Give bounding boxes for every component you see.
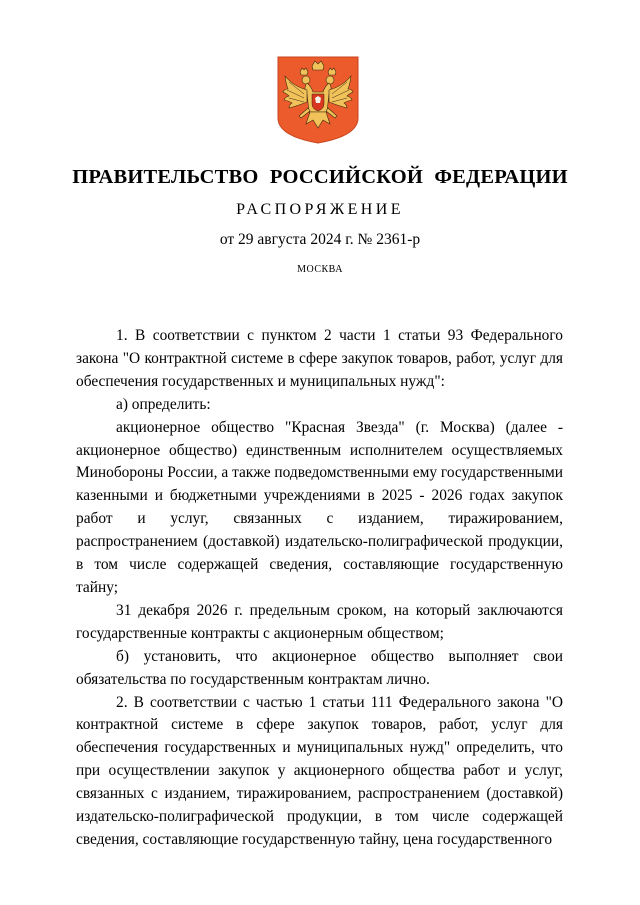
document-type: РАСПОРЯЖЕНИЕ: [236, 201, 404, 218]
document-date-number: от 29 августа 2024 г. № 2361-р: [219, 231, 421, 248]
paragraph: 1. В соответствии с пунктом 2 части 1 статьи 93 Федерального закона "О контрактной системе в сфере закупок товаров, работ, услуг для обеспечения государственных и муниципальных нужд":: [76, 327, 563, 390]
paragraph: 2. В соответствии с частью 1 статьи 111 Федерального закона "О контрактной системе в сфере закупок товаров, работ, услуг для обеспечения государственных и муниципальных нужд" определить, что при осуществлении закупок у акционерного общества работ и услуг, связанных с изданием, тиражированием, распространением (доставкой) издательско-полиграфической продукции, в том числе содержащей сведения, составляющие государственную тайну, цена государственного: [76, 693, 563, 848]
document-title: ПРАВИТЕЛЬСТВО РОССИЙСКОЙ ФЕДЕРАЦИИ: [72, 166, 568, 188]
document-city: МОСКВА: [297, 264, 343, 275]
paragraph: а) определить:: [116, 395, 211, 413]
russian-coat-of-arms-icon: [277, 56, 359, 144]
paragraph: акционерное общество "Красная Звезда" (г. Москва) (далее - акционерное общество) единственным исполнителем осуществляемых Минобороны России, а также подведомственными ему государственными казенными и бюджетными учреждениями в 2025 - 2026 годах закупок работ и услуг, связанных с изданием, тиражированием, распространением (доставкой) издательско-полиграфической продукции, в том числе содержащей сведения, составляющие государственную тайну;: [76, 418, 563, 596]
paragraph: 31 декабря 2026 г. предельным сроком, на который заключаются государственные контракты с акционерным обществом;: [76, 601, 563, 642]
paragraph: б) установить, что акционерное общество выполняет свои обязательства по государственным контрактам лично.: [76, 647, 563, 688]
document-body: [76, 325, 563, 852]
